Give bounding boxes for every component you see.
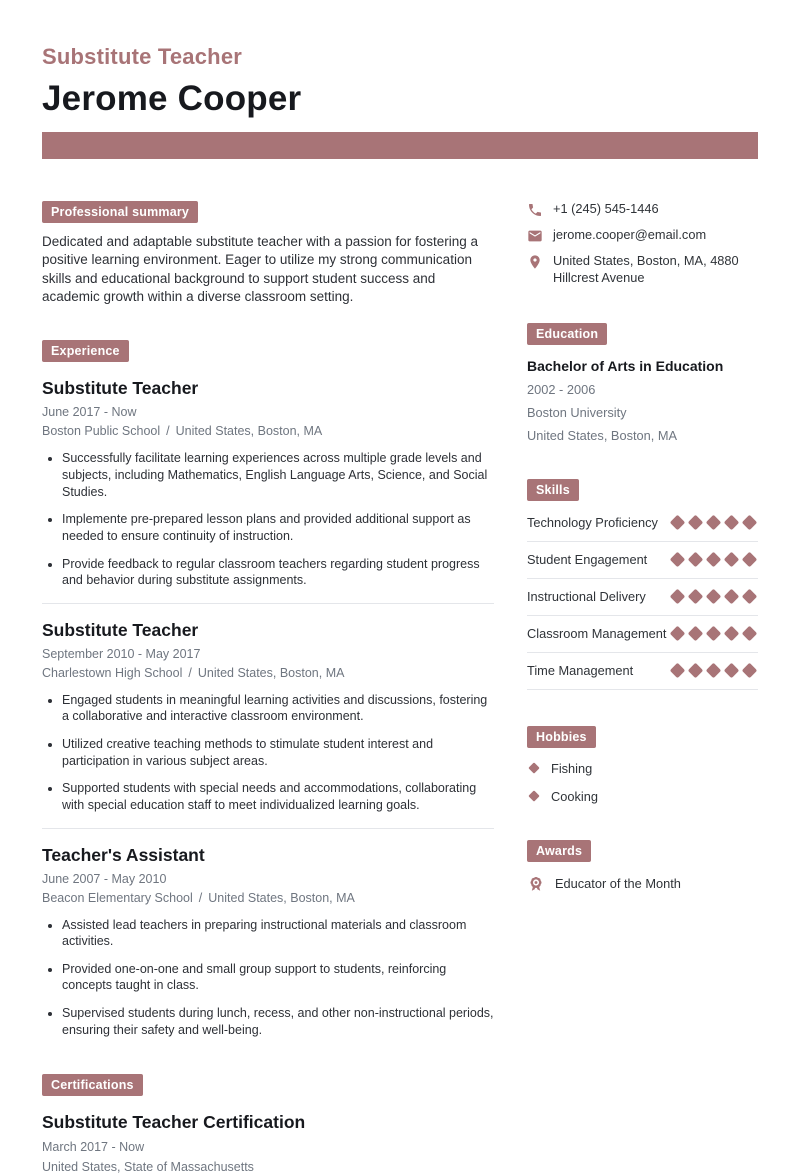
medal-icon [527, 875, 545, 893]
candidate-name: Jerome Cooper [42, 79, 302, 118]
skill-diamond-icon [670, 552, 686, 568]
skill-diamond-icon [670, 626, 686, 642]
skill-rating [672, 554, 758, 565]
job-bullet-list [42, 450, 494, 588]
job-dates: June 2007 - May 2010 [42, 871, 167, 886]
skill-diamond-icon [742, 552, 758, 568]
summary-section [42, 201, 494, 306]
org-location-separator: / [166, 424, 170, 439]
awards-badge: Awards [527, 840, 591, 862]
contact-section [527, 201, 758, 287]
skill-name: Student Engagement [527, 551, 648, 567]
job-title: Substitute Teacher [42, 378, 199, 399]
job-divider [42, 828, 494, 829]
contact-email-row [527, 227, 758, 244]
experience-entry [42, 378, 494, 588]
job-bullet: • Successfully facilitate learning experiences across multiple grade levels and subjects, including Mathematics, English Language Arts, Science, and Social Studies. [62, 450, 494, 500]
phone-icon [527, 202, 543, 218]
certification-dates: March 2017 - Now [42, 1140, 145, 1155]
skill-name: Time Management [527, 662, 634, 678]
job-organization: Charlestown High School [42, 665, 183, 680]
skill-diamond-icon [724, 626, 740, 642]
skill-rating [672, 628, 758, 639]
skill-diamond-icon [706, 626, 722, 642]
skill-diamond-icon [724, 589, 740, 605]
job-title: Teacher's Assistant [42, 844, 205, 865]
skill-name: Classroom Management [527, 625, 667, 641]
job-bullet: • Utilized creative teaching methods to stimulate student interest and participation in various subject areas. [62, 736, 494, 769]
skill-row [527, 579, 758, 616]
skill-diamond-icon [706, 663, 722, 679]
hobbies-section [527, 726, 758, 804]
diamond-bullet-icon [528, 791, 539, 802]
skills-list [527, 505, 758, 690]
skill-row [527, 505, 758, 542]
hobby-item [527, 761, 758, 776]
education-degree: Bachelor of Arts in Education [527, 357, 724, 374]
hobby-label: Fishing [551, 760, 593, 776]
skills-badge: Skills [527, 479, 579, 501]
skill-diamond-icon [670, 515, 686, 531]
skill-diamond-icon [688, 552, 704, 568]
skill-diamond-icon [670, 663, 686, 679]
skill-diamond-icon [742, 515, 758, 531]
org-location-separator: / [198, 890, 203, 905]
job-organization-location [42, 891, 494, 905]
diamond-bullet-icon [528, 763, 539, 774]
certifications-section [42, 1074, 494, 1174]
skill-diamond-icon [724, 663, 740, 679]
education-badge: Education [527, 323, 607, 345]
skill-rating [672, 517, 758, 528]
job-bullet: • Supported students with special needs and accommodations, collaborating with special education staff to meet individualized learning goals. [62, 780, 494, 813]
skill-diamond-icon [742, 626, 758, 642]
right-column [527, 201, 758, 1174]
job-organization-location [42, 666, 494, 680]
skill-rating [672, 665, 758, 676]
education-section [527, 323, 758, 443]
resume-role-title: Substitute Teacher [42, 44, 243, 69]
award-label: Educator of the Month [555, 876, 681, 892]
contact-address-row [527, 253, 758, 287]
summary-badge: Professional summary [42, 201, 198, 223]
job-dates: June 2017 - Now [42, 405, 137, 420]
envelope-icon [527, 228, 543, 244]
contact-address: United States, Boston, MA, 4880 Hillcrest Avenue [553, 253, 739, 285]
certification-title: Substitute Teacher Certification [42, 1112, 306, 1133]
awards-section [527, 840, 758, 893]
hobbies-badge: Hobbies [527, 726, 596, 748]
org-location-separator: / [188, 665, 192, 680]
skill-diamond-icon [724, 515, 740, 531]
job-location: United States, Boston, MA [208, 890, 355, 905]
award-item [527, 875, 758, 893]
job-bullet: • Provided one-on-one and small group support to students, reinforcing concepts taught in class. [62, 961, 494, 994]
skill-diamond-icon [742, 663, 758, 679]
skill-rating [672, 591, 758, 602]
skill-row [527, 542, 758, 579]
experience-badge: Experience [42, 340, 129, 362]
skill-diamond-icon [706, 589, 722, 605]
job-organization-location [42, 424, 494, 438]
summary-text: Dedicated and adaptable substitute teacher with a passion for fostering a positive learning environment. Eager to utilize my strong communication skills and educational background to support student success and academic growth within a diverse classroom setting. [42, 234, 479, 305]
skill-name: Technology Proficiency [527, 514, 658, 530]
hobby-item [527, 789, 758, 804]
skill-diamond-icon [688, 663, 704, 679]
certification-location: United States, State of Massachusetts [42, 1160, 254, 1174]
education-dates: 2002 - 2006 [527, 381, 596, 397]
job-bullet: • Supervised students during lunch, recess, and other non-instructional periods, ensuring their safety and well-being. [62, 1005, 494, 1038]
contact-email: jerome.cooper@email.com [553, 227, 707, 242]
skill-diamond-icon [724, 552, 740, 568]
hobby-label: Cooking [551, 788, 598, 804]
job-divider [42, 603, 494, 604]
education-location: United States, Boston, MA [527, 427, 678, 443]
job-dates: September 2010 - May 2017 [42, 646, 201, 661]
job-bullet: • Implemente pre-prepared lesson plans and provided additional support as needed to ensure continuity of instruction. [62, 511, 494, 544]
left-column [42, 201, 494, 1174]
job-bullet: • Assisted lead teachers in preparing instructional materials and classroom activities. [62, 917, 494, 950]
skill-diamond-icon [742, 589, 758, 605]
certification-entry [42, 1112, 494, 1174]
experience-entry [42, 620, 494, 814]
job-bullet: • Engaged students in meaningful learning activities and discussions, fostering a collaborative and interactive classroom environment. [62, 692, 494, 725]
skill-row [527, 616, 758, 653]
skill-diamond-icon [688, 626, 704, 642]
certifications-badge: Certifications [42, 1074, 143, 1096]
skill-diamond-icon [670, 589, 686, 605]
job-title: Substitute Teacher [42, 619, 199, 640]
job-organization: Beacon Elementary School [42, 890, 193, 905]
job-organization: Boston Public School [42, 424, 161, 439]
job-bullet-list [42, 692, 494, 814]
accent-bar [42, 132, 758, 159]
skill-diamond-icon [688, 515, 704, 531]
education-school: Boston University [527, 404, 627, 420]
job-bullet: • Provide feedback to regular classroom teachers regarding student progress and behavior during substitute assignments. [62, 556, 494, 589]
experience-section [42, 340, 494, 1038]
job-bullet-list [42, 917, 494, 1039]
content-columns [42, 201, 758, 1174]
skill-diamond-icon [688, 589, 704, 605]
map-pin-icon [527, 254, 543, 270]
skill-diamond-icon [706, 552, 722, 568]
contact-phone: +1 (245) 545-1446 [553, 201, 659, 216]
experience-entry [42, 845, 494, 1039]
job-location: United States, Boston, MA [175, 424, 323, 439]
skill-diamond-icon [706, 515, 722, 531]
skill-row [527, 653, 758, 690]
skills-section [527, 479, 758, 690]
skill-name: Instructional Delivery [527, 588, 646, 604]
contact-phone-row [527, 201, 758, 218]
job-location: United States, Boston, MA [197, 665, 345, 680]
